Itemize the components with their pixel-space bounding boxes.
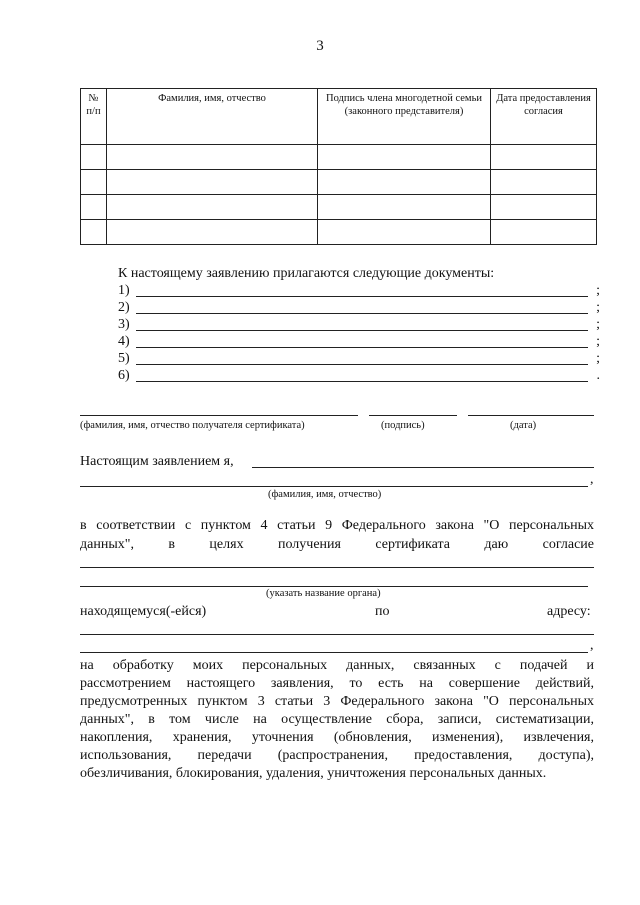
applicant-name-comma: , [590,472,594,487]
applicant-name-caption: (фамилия, имя, отчество) [268,489,382,500]
table-row [81,145,597,170]
document-item-number: 3) [118,317,130,332]
table-cell[interactable] [81,145,107,170]
header-number: № п/п [81,89,107,145]
document-item [118,351,600,367]
document-item [118,334,600,350]
family-consent-table [80,88,597,245]
applicant-name-line-2[interactable] [80,486,588,487]
page-number: 3 [316,38,324,54]
address-comma: , [590,638,594,653]
consent-intro: Настоящим заявлением я, [80,454,234,469]
consent-paragraph-line: использования, передачи (распространения, предоставления, доступа), [80,748,594,763]
table-cell[interactable] [107,170,318,195]
document-item-line[interactable] [136,330,588,331]
table-cell[interactable] [491,195,597,220]
date-caption: (дата) [510,420,537,431]
document-item-line[interactable] [136,313,588,314]
table-cell[interactable] [107,145,318,170]
table-cell[interactable] [81,170,107,195]
consent-basis-line-1: в соответствии с пунктом 4 статьи 9 Федерального закона "О персональных [80,518,594,533]
document-item-line[interactable] [136,347,588,348]
address-line-2[interactable] [80,652,588,653]
document-item-end: ; [596,283,600,298]
table-header-row [81,89,597,145]
document-item-number: 5) [118,351,130,366]
organ-name-caption: (указать название органа) [266,588,381,599]
header-date: Дата предоставления согласия [491,89,597,145]
table-cell[interactable] [318,195,491,220]
recipient-name-caption: (фамилия, имя, отчество получателя сертификата) [80,420,305,431]
document-item [118,368,600,384]
document-item-end: ; [596,317,600,332]
table-row [81,170,597,195]
table-cell[interactable] [491,220,597,245]
consent-paragraph [80,657,594,783]
document-item [118,317,600,333]
table-row [81,195,597,220]
table-cell[interactable] [107,195,318,220]
table-row [81,220,597,245]
document-item-number: 1) [118,283,130,298]
table-cell[interactable] [107,220,318,245]
consent-basis-line-2: данных", в целях получения сертификата даю согласие [80,537,594,552]
consent-paragraph-line: рассмотрением настоящего заявления, то есть на совершение действий, [80,676,594,691]
date-line[interactable] [468,415,594,416]
table-cell[interactable] [491,145,597,170]
table-cell[interactable] [318,170,491,195]
address-line-1[interactable] [80,634,594,635]
document-item-line[interactable] [136,381,588,382]
header-signature: Подпись члена многодетной семьи (законного представителя) [318,89,491,145]
consent-paragraph-line: на обработку моих персональных данных, связанных с подачей и [80,658,594,673]
document-item-end: ; [596,334,600,349]
consent-paragraph-line: обезличивания, блокирования, удаления, уничтожения персональных данных. [80,766,547,781]
document-item-end: ; [596,351,600,366]
document-item [118,283,600,299]
document-item-end: . [596,368,600,383]
header-fio: Фамилия, имя, отчество [107,89,318,145]
document-item-number: 2) [118,300,130,315]
document-item-number: 4) [118,334,130,349]
table-cell[interactable] [81,220,107,245]
consent-paragraph-line: предусмотренных пунктом 3 статьи 3 Федерального закона "О персональных [80,694,594,709]
signature-caption: (подпись) [381,420,425,431]
table-cell[interactable] [318,220,491,245]
located-address-label: адресу: [547,604,591,619]
organ-name-line-2[interactable] [80,586,588,587]
table-cell[interactable] [491,170,597,195]
document-item-end: ; [596,300,600,315]
signature-line[interactable] [369,415,457,416]
document-item [118,300,600,316]
document-item-number: 6) [118,368,130,383]
recipient-name-line[interactable] [80,415,358,416]
table-cell[interactable] [81,195,107,220]
located-po-label: по [375,604,390,619]
consent-paragraph-line: данных", в том числе на осуществление сбора, записи, систематизации, [80,712,594,727]
documents-title: К настоящему заявлению прилагаются следующие документы: [118,266,495,281]
document-item-line[interactable] [136,296,588,297]
located-label: находящемуся(-ейся) [80,604,207,619]
organ-name-line-1[interactable] [80,567,594,568]
consent-paragraph-line: накопления, хранения, уточнения (обновления, изменения), извлечения, [80,730,594,745]
table-cell[interactable] [318,145,491,170]
applicant-name-line-1[interactable] [252,467,594,468]
document-item-line[interactable] [136,364,588,365]
